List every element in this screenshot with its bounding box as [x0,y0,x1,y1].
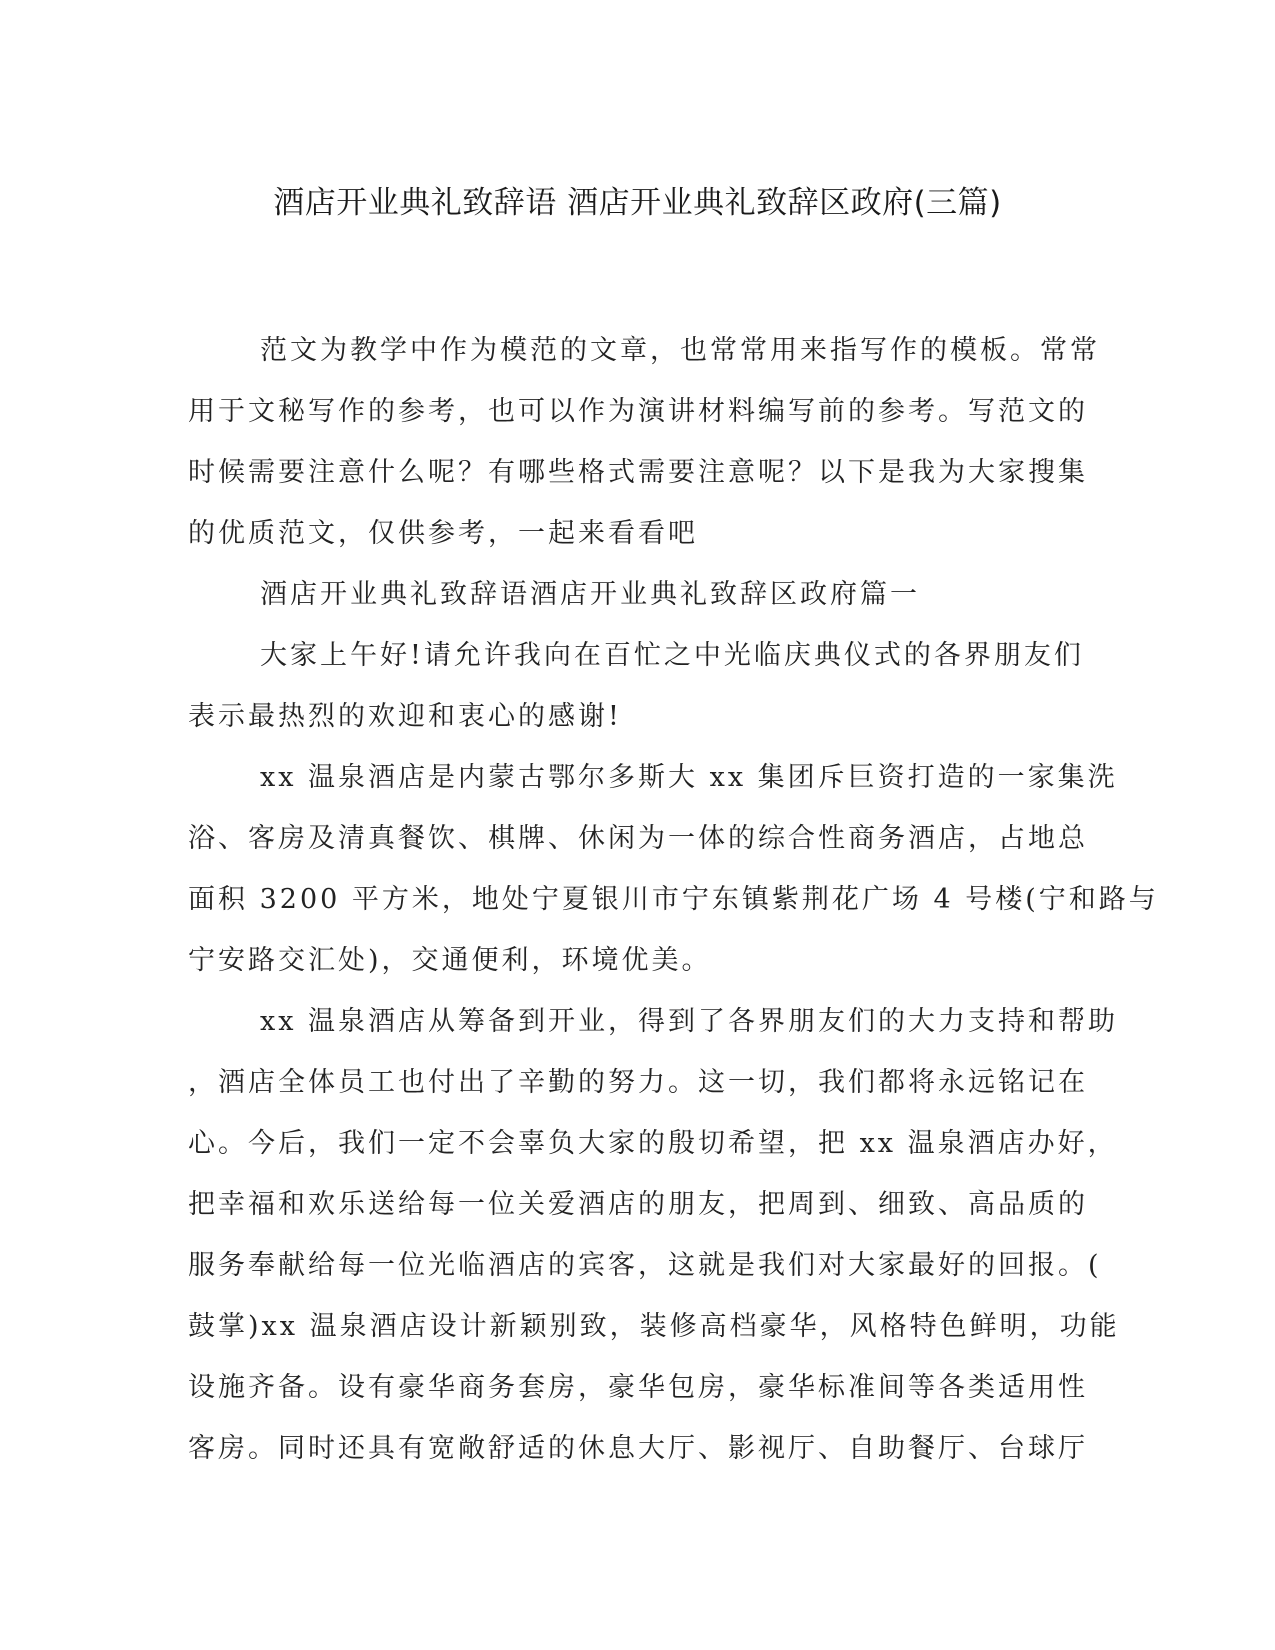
text-line: 时候需要注意什么呢？有哪些格式需要注意呢？以下是我为大家搜集 [188,457,1088,488]
text-line: 宁安路交汇处)，交通便利，环境优美。 [188,945,712,976]
text-line: 大家上午好!请允许我向在百忙之中光临庆典仪式的各界朋友们 [260,640,1084,671]
document-body [188,320,1159,1479]
paragraph-thanks [188,991,1120,1479]
paragraph-greeting [188,625,1084,747]
section-heading [188,564,1068,625]
text-line: 酒店开业典礼致辞语酒店开业典礼致辞区政府篇一 [260,579,920,610]
text-line: 服务奉献给每一位光临酒店的宾客，这就是我们对大家最好的回报。( [188,1250,1102,1281]
text-line: 浴、客房及清真餐饮、棋牌、休闲为一体的综合性商务酒店，占地总 [188,823,1088,854]
text-line: 设施齐备。设有豪华商务套房，豪华包房，豪华标准间等各类适用性 [188,1372,1088,1403]
text-line: 面积 3200 平方米，地处宁夏银川市宁东镇紫荆花广场 4 号楼(宁和路与 [188,884,1159,915]
text-line: 鼓掌)xx 温泉酒店设计新颖别致，装修高档豪华，风格特色鲜明，功能 [188,1311,1120,1342]
text-line: 心。今后，我们一定不会辜负大家的殷切希望，把 xx 温泉酒店办好， [188,1128,1118,1159]
text-line: 的优质范文，仅供参考，一起来看看吧 [188,518,698,549]
text-line: 范文为教学中作为模范的文章，也常常用来指写作的模板。常常 [260,335,1100,366]
paragraph-hotel-intro [188,747,1159,991]
document-title: 酒店开业典礼致辞语 酒店开业典礼致辞区政府(三篇) [273,185,1002,221]
text-line: 把幸福和欢乐送给每一位关爱酒店的朋友，把周到、细致、高品质的 [188,1189,1088,1220]
text-line: xx 温泉酒店是内蒙古鄂尔多斯大 xx 集团斥巨资打造的一家集洗 [260,762,1118,793]
text-line: 用于文秘写作的参考，也可以作为演讲材料编写前的参考。写范文的 [188,396,1088,427]
text-line: 客房。同时还具有宽敞舒适的休息大厅、影视厅、自助餐厅、台球厅 [188,1433,1088,1464]
paragraph-intro [188,320,1100,564]
text-line: ，酒店全体员工也付出了辛勤的努力。这一切，我们都将永远铭记在 [188,1067,1088,1098]
text-line: xx 温泉酒店从筹备到开业，得到了各界朋友们的大力支持和帮助 [260,1006,1119,1037]
text-line: 表示最热烈的欢迎和衷心的感谢! [188,701,622,732]
